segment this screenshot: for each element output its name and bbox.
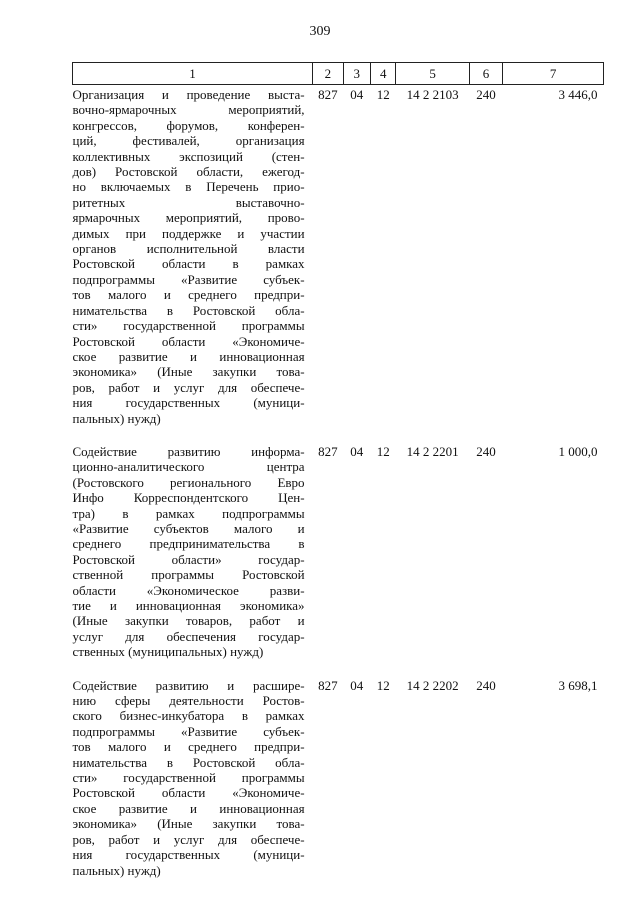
description-line: услуг для обеспечения государ- <box>72 628 305 644</box>
header-col-2: 2 <box>313 63 344 85</box>
description-line: тра) в рамках подпрограммы <box>72 505 305 521</box>
table-header <box>73 63 604 85</box>
description-line: ского бизнес-инкубатора в рамках <box>72 708 305 724</box>
row-description <box>73 676 313 878</box>
description-line: Ростовской области» государ- <box>72 551 305 567</box>
description-line: экономика» (Иные закупки това- <box>72 364 305 380</box>
description-line: тов малого и среднего предпри- <box>72 287 305 303</box>
header-col-6: 6 <box>469 63 503 85</box>
description-line: ций, фестивалей, организация <box>72 133 305 149</box>
cell-target-article: 14 2 2103 <box>406 87 459 102</box>
description-line: ское развитие и инновационная <box>72 348 305 364</box>
description-line: тов малого и среднего предпри- <box>72 739 305 755</box>
description-line: сти» государственной программы <box>72 770 305 786</box>
description-line: Ростовской области «Экономиче- <box>72 785 305 801</box>
cell-target-article: 14 2 2202 <box>406 677 459 693</box>
description-line: нимательства в Ростовской обла- <box>72 754 305 770</box>
cell-subsection-code: 12 <box>376 87 390 102</box>
description-line: димых при поддержке и участии <box>72 225 305 241</box>
row-spacer-cell <box>73 426 604 442</box>
description-line: органов исполнительной власти <box>72 241 305 257</box>
description-line: подпрограммы «Развитие субъек- <box>72 723 305 739</box>
row-spacer <box>73 660 604 676</box>
cell-section-code: 04 <box>350 87 364 102</box>
description-line: нимательства в Ростовской обла- <box>72 302 305 318</box>
cell-amount: 1 000,0 <box>558 443 598 459</box>
cell-section-code: 04 <box>350 443 364 459</box>
cell-expense-type: 240 <box>476 443 496 459</box>
header-col-5: 5 <box>396 63 469 85</box>
table-row <box>73 85 604 426</box>
row-spacer-cell <box>73 660 604 676</box>
description-line: ния государственных (муници- <box>72 847 305 863</box>
description-line: Организация и проведение выста- <box>72 87 305 102</box>
header-col-3: 3 <box>343 63 370 85</box>
description-line: области «Экономическое разви- <box>72 582 305 598</box>
description-line: вочно-ярмарочных мероприятий, <box>72 102 305 118</box>
description-line: «Развитие субъектов малого и <box>72 520 305 536</box>
cell-section-code: 04 <box>350 677 364 693</box>
header-row <box>73 63 604 85</box>
cell-expense-type: 240 <box>476 87 496 102</box>
budget-table <box>72 62 604 878</box>
description-line: Содействие развитию информа- <box>72 443 305 459</box>
cell-ministry-code: 827 <box>318 87 338 102</box>
description-line: ярмарочных мероприятий, прово- <box>72 210 305 226</box>
description-line: тие и инновационная экономика» <box>72 598 305 613</box>
description-line: ственных (муниципальных) нужд) <box>72 644 264 660</box>
table-row <box>73 442 604 660</box>
header-col-7: 7 <box>503 63 604 85</box>
description-line: Ростовской области «Экономиче- <box>72 333 305 349</box>
description-line: Инфо Корреспондентского Цен- <box>72 490 305 506</box>
cell-expense-type: 240 <box>476 677 496 693</box>
header-col-4: 4 <box>371 63 396 85</box>
page-number: 309 <box>309 24 331 39</box>
description-line: экономика» (Иные закупки това- <box>72 816 305 832</box>
description-line: пальных) нужд) <box>72 410 161 426</box>
table-body <box>73 85 604 878</box>
description-line: сти» государственной программы <box>72 318 305 334</box>
description-line: ров, работ и услуг для обеспече- <box>72 379 305 395</box>
description-line: ское развитие и инновационная <box>72 800 305 816</box>
description-line: но включаемых в Перечень прио- <box>72 179 305 195</box>
cell-subsection-code: 12 <box>376 443 390 459</box>
description-line: (Иные закупки товаров, работ и <box>72 613 305 629</box>
description-line: Содействие развитию и расшире- <box>72 677 305 693</box>
description-line: ния государственных (муници- <box>72 395 305 411</box>
description-line: пальных) нужд) <box>72 862 161 878</box>
cell-target-article: 14 2 2201 <box>406 443 459 459</box>
description-line: конгрессов, форумов, конферен- <box>72 117 305 133</box>
cell-ministry-code: 827 <box>318 443 338 459</box>
description-line: ров, работ и услуг для обеспече- <box>72 831 305 847</box>
table-row <box>73 676 604 878</box>
cell-amount: 3 698,1 <box>558 677 598 693</box>
row-description <box>73 85 313 426</box>
description-line: среднего предпринимательства в <box>72 536 305 552</box>
row-spacer <box>73 426 604 442</box>
row-description <box>73 442 313 660</box>
cell-amount: 3 446,0 <box>558 87 598 102</box>
cell-subsection-code: 12 <box>376 677 390 693</box>
header-col-1: 1 <box>73 63 313 85</box>
description-line: подпрограммы «Развитие субъек- <box>72 271 305 287</box>
description-line: дов) Ростовской области, ежегод- <box>72 164 305 180</box>
description-line: коллективных экспозиций (стен- <box>72 148 305 164</box>
description-line: Ростовской области в рамках <box>72 256 305 272</box>
description-line: (Ростовского регионального Евро <box>72 474 305 490</box>
cell-ministry-code: 827 <box>318 677 338 693</box>
description-line: ционно-аналитического центра <box>72 459 305 475</box>
description-line: нию сферы деятельности Ростов- <box>72 693 305 709</box>
description-line: ственной программы Ростовской <box>72 567 305 583</box>
description-line: ритетных выставочно- <box>72 194 305 210</box>
